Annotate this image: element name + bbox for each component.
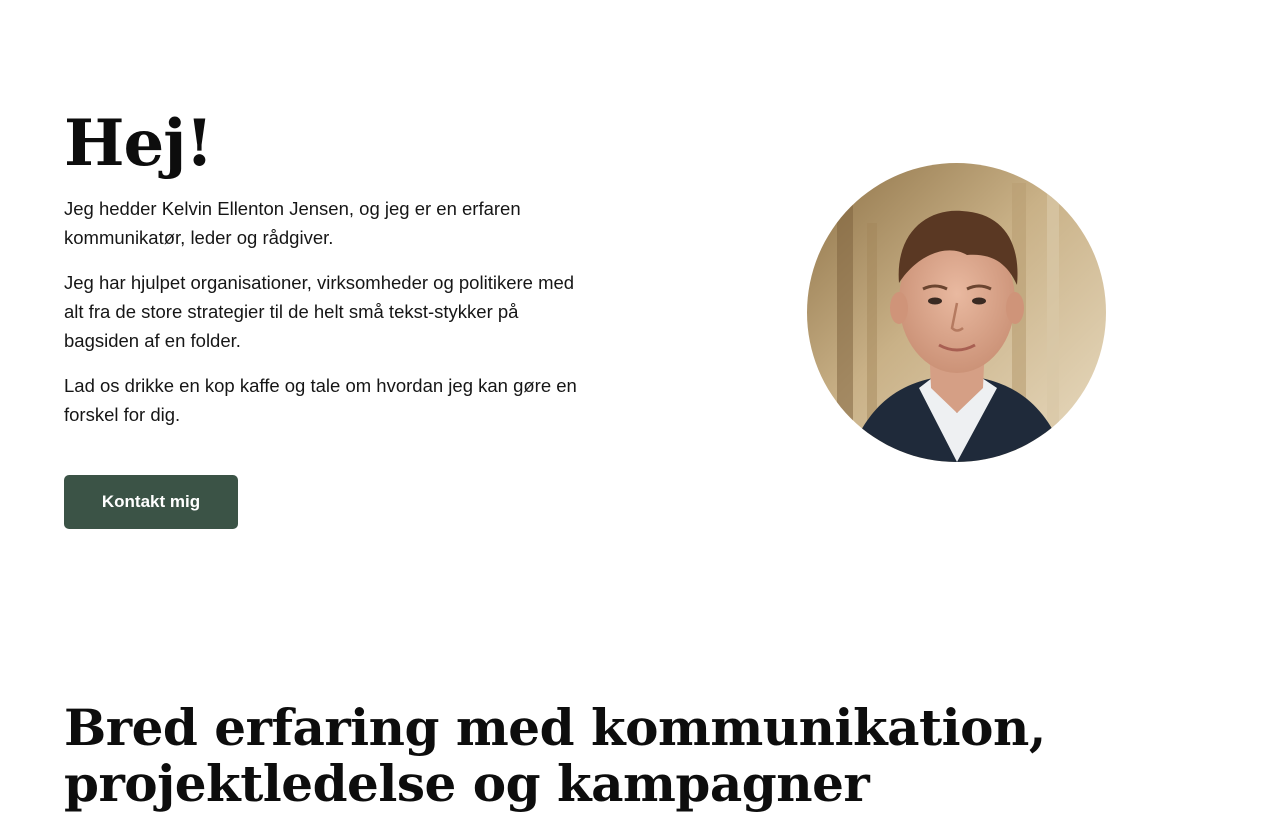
hero-title: Hej!	[64, 106, 213, 181]
portrait-photo	[807, 163, 1106, 462]
hero-paragraph-experience: Jeg har hjulpet organisationer, virksomheder og politikere med alt fra de store strategier til de helt små tekst-stykker på bagsiden af en folder.	[64, 272, 575, 351]
contact-me-button[interactable]: Kontakt mig	[64, 475, 238, 529]
hero-text	[64, 104, 584, 445]
hero-paragraph-invite: Lad os drikke en kop kaffe og tale om hvordan jeg kan gøre en forskel for dig.	[64, 375, 577, 425]
portrait-icon	[807, 163, 1106, 462]
experience-heading: Bred erfaring med kommunikation, projektledelse og kampagner	[64, 698, 1046, 813]
hero-paragraphs	[64, 194, 584, 429]
hero-section	[64, 0, 1216, 600]
hero-paragraph-intro: Jeg hedder Kelvin Ellenton Jensen, og jeg er en erfaren kommunikatør, leder og rådgiver.	[64, 198, 521, 248]
